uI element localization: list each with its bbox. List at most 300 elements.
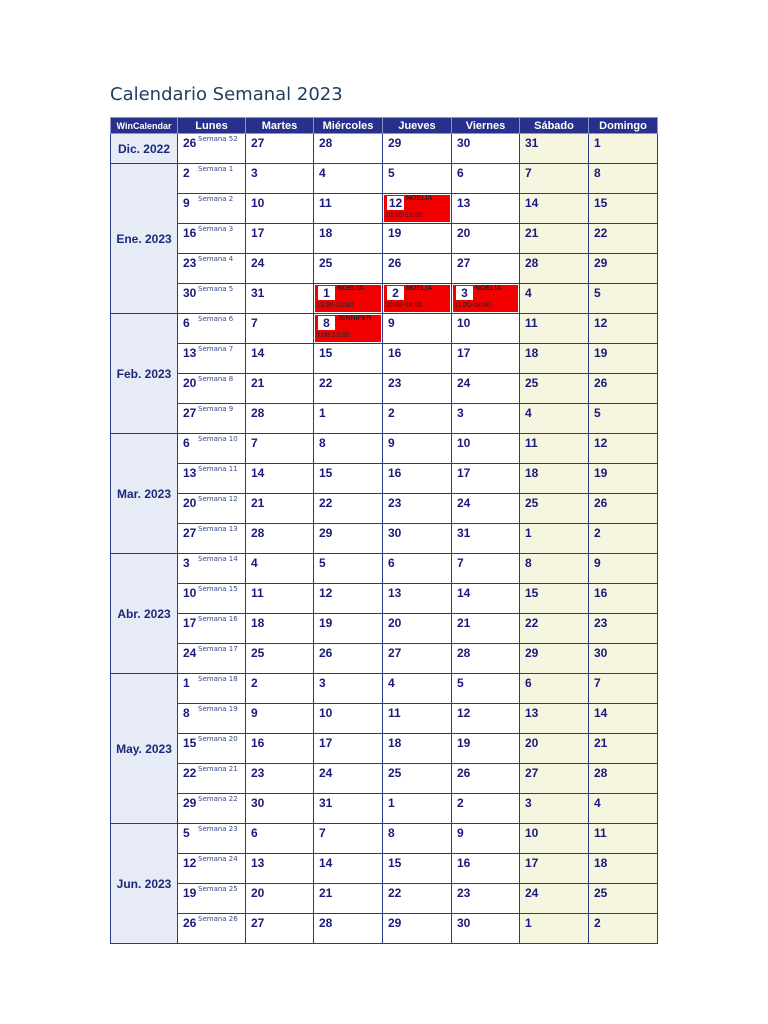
event-name: NOELIA — [406, 285, 433, 292]
day-number: 29 — [183, 796, 197, 810]
day-cell[interactable] — [520, 884, 589, 914]
day-cell[interactable] — [246, 674, 314, 704]
day-number: 14 — [319, 856, 333, 870]
day-number: 10 — [457, 316, 471, 330]
day-cell[interactable] — [520, 254, 589, 284]
day-cell[interactable] — [452, 224, 520, 254]
day-cell[interactable] — [520, 194, 589, 224]
day-number: 13 — [388, 586, 402, 600]
day-cell[interactable] — [246, 344, 314, 374]
day-number: 14 — [525, 196, 539, 210]
day-cell[interactable] — [383, 884, 452, 914]
day-cell[interactable] — [314, 134, 383, 164]
day-cell[interactable] — [314, 824, 383, 854]
day-number: 10 — [251, 196, 265, 210]
day-cell[interactable] — [383, 674, 452, 704]
day-cell[interactable] — [246, 614, 314, 644]
day-cell[interactable] — [589, 584, 658, 614]
day-cell[interactable] — [383, 404, 452, 434]
day-cell[interactable] — [589, 164, 658, 194]
week-row — [111, 794, 658, 824]
day-number: 5 — [594, 286, 601, 300]
day-number: 4 — [319, 166, 326, 180]
day-cell[interactable] — [314, 734, 383, 764]
day-cell[interactable] — [314, 314, 383, 344]
day-cell[interactable] — [246, 284, 314, 314]
day-cell[interactable] — [178, 194, 246, 224]
day-cell[interactable] — [178, 134, 246, 164]
day-number: 28 — [251, 526, 265, 540]
day-cell[interactable] — [178, 314, 246, 344]
day-cell[interactable] — [178, 554, 246, 584]
day-cell[interactable] — [452, 674, 520, 704]
day-cell[interactable] — [383, 704, 452, 734]
day-cell[interactable] — [589, 794, 658, 824]
day-number: 26 — [388, 256, 402, 270]
day-cell[interactable] — [452, 794, 520, 824]
day-cell[interactable] — [314, 164, 383, 194]
day-number: 2 — [387, 286, 404, 300]
day-cell[interactable] — [520, 134, 589, 164]
day-number: 30 — [457, 916, 471, 930]
day-cell[interactable] — [314, 524, 383, 554]
day-number: 21 — [594, 736, 608, 750]
day-cell[interactable] — [520, 464, 589, 494]
event-block[interactable] — [384, 195, 450, 222]
day-number: 20 — [183, 496, 197, 510]
day-cell[interactable] — [520, 524, 589, 554]
day-number: 25 — [594, 886, 608, 900]
day-number: 24 — [525, 886, 539, 900]
day-number: 20 — [457, 226, 471, 240]
day-cell[interactable] — [520, 914, 589, 944]
day-number: 2 — [183, 166, 190, 180]
week-number-label: Semana 15 — [198, 585, 238, 593]
day-cell[interactable] — [383, 254, 452, 284]
week-row — [111, 884, 658, 914]
day-cell[interactable] — [383, 644, 452, 674]
day-number: 23 — [457, 886, 471, 900]
day-number: 20 — [388, 616, 402, 630]
day-number: 12 — [594, 436, 608, 450]
header-viernes: Viernes — [452, 118, 520, 134]
day-number: 23 — [183, 256, 197, 270]
day-cell[interactable] — [452, 644, 520, 674]
event-block[interactable] — [315, 285, 381, 312]
day-cell[interactable] — [178, 824, 246, 854]
day-cell[interactable] — [452, 254, 520, 284]
day-number: 4 — [525, 406, 532, 420]
day-cell[interactable] — [246, 644, 314, 674]
day-cell[interactable] — [452, 614, 520, 644]
week-number-label: Semana 1 — [198, 165, 234, 173]
day-cell[interactable] — [178, 374, 246, 404]
week-row — [111, 194, 658, 224]
day-cell[interactable] — [452, 314, 520, 344]
day-cell[interactable] — [520, 854, 589, 884]
day-number: 5 — [319, 556, 326, 570]
header-row — [111, 118, 658, 134]
day-cell[interactable] — [178, 764, 246, 794]
day-cell[interactable] — [178, 464, 246, 494]
day-cell[interactable] — [314, 914, 383, 944]
day-number: 16 — [457, 856, 471, 870]
day-number: 20 — [183, 376, 197, 390]
day-cell[interactable] — [178, 344, 246, 374]
day-number: 1 — [525, 526, 532, 540]
day-cell[interactable] — [246, 854, 314, 884]
day-cell[interactable] — [520, 794, 589, 824]
day-cell[interactable] — [314, 224, 383, 254]
day-cell[interactable] — [314, 794, 383, 824]
day-number: 7 — [251, 316, 258, 330]
week-row — [111, 734, 658, 764]
day-number: 6 — [183, 316, 190, 330]
day-cell[interactable] — [314, 494, 383, 524]
day-cell[interactable] — [589, 344, 658, 374]
week-number-label: Semana 4 — [198, 255, 234, 263]
day-cell[interactable] — [589, 404, 658, 434]
day-cell[interactable] — [314, 434, 383, 464]
event-block[interactable] — [315, 315, 381, 342]
day-cell[interactable] — [314, 464, 383, 494]
day-number: 16 — [251, 736, 265, 750]
day-cell[interactable] — [452, 134, 520, 164]
day-number: 10 — [183, 586, 197, 600]
day-cell[interactable] — [246, 374, 314, 404]
day-number: 22 — [525, 616, 539, 630]
day-cell[interactable] — [314, 374, 383, 404]
day-cell[interactable] — [178, 674, 246, 704]
week-number-label: Semana 52 — [198, 135, 238, 143]
header-lunes: Lunes — [178, 118, 246, 134]
day-cell[interactable] — [246, 494, 314, 524]
day-cell[interactable] — [520, 344, 589, 374]
day-cell[interactable] — [314, 644, 383, 674]
day-cell[interactable] — [314, 254, 383, 284]
day-cell[interactable] — [452, 824, 520, 854]
week-row — [111, 284, 658, 314]
day-number: 25 — [319, 256, 333, 270]
day-cell[interactable] — [452, 494, 520, 524]
day-number: 13 — [183, 346, 197, 360]
day-cell[interactable] — [178, 914, 246, 944]
day-cell[interactable] — [520, 224, 589, 254]
day-cell[interactable] — [178, 524, 246, 554]
day-number: 30 — [388, 526, 402, 540]
day-cell[interactable] — [520, 674, 589, 704]
day-number: 29 — [388, 916, 402, 930]
day-cell[interactable] — [452, 884, 520, 914]
day-number: 3 — [457, 406, 464, 420]
day-cell[interactable] — [520, 584, 589, 614]
day-number: 7 — [594, 676, 601, 690]
day-cell[interactable] — [520, 164, 589, 194]
day-number: 23 — [388, 496, 402, 510]
page-title: Calendario Semanal 2023 — [110, 84, 343, 105]
day-cell[interactable] — [520, 554, 589, 584]
day-cell[interactable] — [314, 404, 383, 434]
day-cell[interactable] — [178, 734, 246, 764]
day-cell[interactable] — [178, 434, 246, 464]
day-number: 10 — [457, 436, 471, 450]
day-cell[interactable] — [452, 464, 520, 494]
day-cell[interactable] — [452, 164, 520, 194]
week-number-label: Semana 22 — [198, 795, 238, 803]
day-number: 22 — [319, 376, 333, 390]
day-cell[interactable] — [452, 704, 520, 734]
day-cell[interactable] — [246, 704, 314, 734]
day-cell[interactable] — [178, 224, 246, 254]
day-cell[interactable] — [520, 734, 589, 764]
week-number-label: Semana 25 — [198, 885, 238, 893]
day-cell[interactable] — [246, 524, 314, 554]
day-cell[interactable] — [520, 434, 589, 464]
day-cell[interactable] — [314, 344, 383, 374]
day-cell[interactable] — [589, 524, 658, 554]
day-cell[interactable] — [589, 614, 658, 644]
day-cell[interactable] — [383, 614, 452, 644]
day-cell[interactable] — [383, 434, 452, 464]
day-cell[interactable] — [383, 314, 452, 344]
day-cell[interactable] — [452, 194, 520, 224]
event-block[interactable] — [384, 285, 450, 312]
day-cell[interactable] — [589, 914, 658, 944]
week-number-label: Semana 8 — [198, 375, 234, 383]
day-cell[interactable] — [246, 314, 314, 344]
event-name: NOELIA — [475, 285, 502, 292]
day-cell[interactable] — [178, 254, 246, 284]
day-cell[interactable] — [452, 914, 520, 944]
day-cell[interactable] — [520, 704, 589, 734]
day-cell[interactable] — [314, 764, 383, 794]
day-cell[interactable] — [589, 284, 658, 314]
day-cell[interactable] — [383, 224, 452, 254]
day-cell[interactable] — [314, 884, 383, 914]
day-cell[interactable] — [589, 494, 658, 524]
day-cell[interactable] — [452, 404, 520, 434]
day-cell[interactable] — [452, 524, 520, 554]
day-cell[interactable] — [520, 314, 589, 344]
day-cell[interactable] — [246, 914, 314, 944]
day-cell[interactable] — [246, 554, 314, 584]
day-cell[interactable] — [383, 344, 452, 374]
day-number: 27 — [251, 916, 265, 930]
day-cell[interactable] — [314, 614, 383, 644]
day-cell[interactable] — [520, 404, 589, 434]
day-cell[interactable] — [383, 824, 452, 854]
day-cell[interactable] — [178, 164, 246, 194]
day-cell[interactable] — [589, 734, 658, 764]
day-cell[interactable] — [383, 374, 452, 404]
day-cell[interactable] — [383, 284, 452, 314]
day-cell[interactable] — [589, 764, 658, 794]
day-cell[interactable] — [178, 854, 246, 884]
day-cell[interactable] — [314, 674, 383, 704]
day-cell[interactable] — [589, 644, 658, 674]
day-number: 9 — [388, 316, 395, 330]
day-cell[interactable] — [246, 794, 314, 824]
day-cell[interactable] — [178, 644, 246, 674]
header-miercoles: Miércoles — [314, 118, 383, 134]
day-cell[interactable] — [452, 284, 520, 314]
day-number: 17 — [525, 856, 539, 870]
event-time: 9:00-13:00 — [316, 332, 350, 339]
day-cell[interactable] — [383, 134, 452, 164]
day-number: 1 — [594, 136, 601, 150]
day-cell[interactable] — [246, 434, 314, 464]
day-cell[interactable] — [246, 584, 314, 614]
weekly-calendar — [110, 117, 658, 944]
day-cell[interactable] — [314, 284, 383, 314]
day-number: 12 — [388, 196, 403, 210]
day-cell[interactable] — [178, 584, 246, 614]
day-cell[interactable] — [383, 914, 452, 944]
week-number-label: Semana 26 — [198, 915, 238, 923]
day-number: 16 — [594, 586, 608, 600]
day-cell[interactable] — [178, 884, 246, 914]
day-cell[interactable] — [178, 494, 246, 524]
day-number: 18 — [594, 856, 608, 870]
day-number: 25 — [251, 646, 265, 660]
day-number: 11 — [525, 436, 538, 450]
day-cell[interactable] — [589, 674, 658, 704]
day-cell[interactable] — [178, 614, 246, 644]
day-number: 19 — [319, 616, 333, 630]
day-cell[interactable] — [520, 644, 589, 674]
day-number: 18 — [251, 616, 265, 630]
day-number: 21 — [251, 496, 265, 510]
day-cell[interactable] — [589, 554, 658, 584]
day-number: 26 — [457, 766, 471, 780]
day-cell[interactable] — [589, 854, 658, 884]
day-cell[interactable] — [383, 494, 452, 524]
day-cell[interactable] — [452, 434, 520, 464]
day-cell[interactable] — [314, 554, 383, 584]
day-number: 12 — [594, 316, 608, 330]
day-number: 22 — [183, 766, 197, 780]
day-number: 1 — [388, 796, 395, 810]
day-cell[interactable] — [520, 284, 589, 314]
day-cell[interactable] — [246, 194, 314, 224]
day-cell[interactable] — [246, 134, 314, 164]
day-cell[interactable] — [178, 704, 246, 734]
day-cell[interactable] — [246, 824, 314, 854]
day-cell[interactable] — [520, 494, 589, 524]
day-cell[interactable] — [383, 164, 452, 194]
day-cell[interactable] — [452, 554, 520, 584]
day-number: 11 — [525, 316, 538, 330]
day-cell[interactable] — [246, 254, 314, 284]
day-number: 29 — [594, 256, 608, 270]
day-cell[interactable] — [314, 704, 383, 734]
day-number: 2 — [594, 916, 601, 930]
day-number: 21 — [457, 616, 471, 630]
day-cell[interactable] — [383, 764, 452, 794]
day-cell[interactable] — [589, 374, 658, 404]
event-block[interactable] — [453, 285, 518, 312]
day-cell[interactable] — [589, 704, 658, 734]
day-cell[interactable] — [383, 194, 452, 224]
day-cell[interactable] — [383, 794, 452, 824]
day-cell[interactable] — [589, 224, 658, 254]
week-number-label: Semana 12 — [198, 495, 238, 503]
week-row — [111, 554, 658, 584]
day-cell[interactable] — [246, 764, 314, 794]
day-number: 28 — [251, 406, 265, 420]
day-cell[interactable] — [589, 434, 658, 464]
day-cell[interactable] — [383, 584, 452, 614]
day-cell[interactable] — [589, 134, 658, 164]
day-number: 9 — [183, 196, 190, 210]
day-number: 31 — [251, 286, 265, 300]
day-number: 30 — [251, 796, 265, 810]
day-number: 6 — [525, 676, 532, 690]
day-number: 18 — [525, 346, 539, 360]
day-cell[interactable] — [314, 584, 383, 614]
day-cell[interactable] — [383, 524, 452, 554]
day-number: 6 — [183, 436, 190, 450]
day-cell[interactable] — [452, 584, 520, 614]
day-cell[interactable] — [314, 854, 383, 884]
day-number: 20 — [525, 736, 539, 750]
day-cell[interactable] — [452, 374, 520, 404]
day-cell[interactable] — [589, 194, 658, 224]
day-cell[interactable] — [178, 794, 246, 824]
day-number: 27 — [525, 766, 539, 780]
week-row — [111, 914, 658, 944]
day-cell[interactable] — [383, 554, 452, 584]
day-cell[interactable] — [246, 884, 314, 914]
day-cell[interactable] — [520, 374, 589, 404]
day-cell[interactable] — [178, 404, 246, 434]
day-cell[interactable] — [383, 854, 452, 884]
day-cell[interactable] — [246, 404, 314, 434]
day-number: 27 — [457, 256, 471, 270]
day-cell[interactable] — [314, 194, 383, 224]
day-cell[interactable] — [246, 224, 314, 254]
day-cell[interactable] — [589, 464, 658, 494]
day-cell[interactable] — [452, 734, 520, 764]
week-number-label: Semana 17 — [198, 645, 238, 653]
day-number: 10 — [525, 826, 539, 840]
day-cell[interactable] — [452, 344, 520, 374]
header-sabado: Sábado — [520, 118, 589, 134]
day-cell[interactable] — [246, 734, 314, 764]
week-number-label: Semana 5 — [198, 285, 234, 293]
day-cell[interactable] — [520, 764, 589, 794]
day-cell[interactable] — [520, 824, 589, 854]
week-row — [111, 464, 658, 494]
event-name: JENNIFER — [337, 315, 372, 322]
day-cell[interactable] — [383, 734, 452, 764]
day-cell[interactable] — [383, 464, 452, 494]
header-jueves: Jueves — [383, 118, 452, 134]
day-cell[interactable] — [452, 854, 520, 884]
day-cell[interactable] — [246, 164, 314, 194]
day-cell[interactable] — [589, 824, 658, 854]
day-number: 2 — [251, 676, 258, 690]
day-cell[interactable] — [452, 764, 520, 794]
day-cell[interactable] — [520, 614, 589, 644]
day-cell[interactable] — [589, 254, 658, 284]
day-number: 22 — [388, 886, 402, 900]
day-cell[interactable] — [589, 314, 658, 344]
day-cell[interactable] — [178, 284, 246, 314]
day-cell[interactable] — [589, 884, 658, 914]
day-cell[interactable] — [246, 464, 314, 494]
day-number: 20 — [251, 886, 265, 900]
